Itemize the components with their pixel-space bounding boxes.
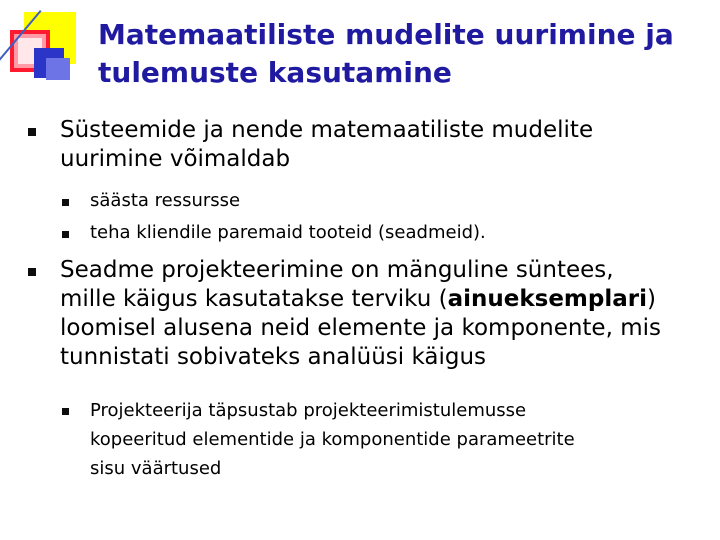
sub-bullet-1-2: teha kliendile paremaid tooteid (seadmeid). xyxy=(90,222,486,243)
bullet-marker xyxy=(28,268,36,276)
sub-bullet-marker xyxy=(62,408,69,415)
sub-bullet-1-1: säästa ressursse xyxy=(90,190,241,211)
sub-bullet-2-1 xyxy=(90,396,700,483)
bullet-2-bold-term: ainueksemplari xyxy=(447,286,647,312)
bullet-2-line-3: loomisel alusena neid elemente ja komponente, mis xyxy=(60,315,661,341)
logo-lightblue-square xyxy=(46,58,70,80)
logo-squares-icon xyxy=(0,0,100,100)
bullet-2-text xyxy=(60,256,710,372)
bullet-marker xyxy=(28,128,36,136)
bullet-1-line-2: uurimine võimaldab xyxy=(60,146,291,172)
bullet-1-line-1: Süsteemide ja nende matemaatiliste mudelite xyxy=(60,117,594,143)
bullet-2-line-2-pre: mille käigus kasutatakse terviku ( xyxy=(60,286,448,312)
sub-bullet-marker xyxy=(62,231,69,238)
sub-bullet-2-1-line-1: Projekteerija täpsustab projekteerimistulemusse xyxy=(90,400,527,421)
bullet-2-line-2 xyxy=(60,285,710,314)
title-line-2: tulemuste kasutamine xyxy=(98,56,452,89)
bullet-1-text xyxy=(60,116,700,174)
slide-title xyxy=(98,16,698,92)
sub-bullet-marker xyxy=(62,199,69,206)
sub-bullet-2-1-line-2: kopeeritud elementide ja komponentide parameetrite xyxy=(90,429,575,450)
bullet-2-line-1: Seadme projekteerimine on mänguline süntees, xyxy=(60,257,614,283)
sub-bullet-2-1-line-3: sisu väärtused xyxy=(90,458,222,479)
title-line-1: Matemaatiliste mudelite uurimine ja xyxy=(98,18,674,51)
bullet-2-line-4: tunnistati sobivateks analüüsi käigus xyxy=(60,344,487,370)
bullet-2-line-2-post: ) xyxy=(646,286,656,312)
